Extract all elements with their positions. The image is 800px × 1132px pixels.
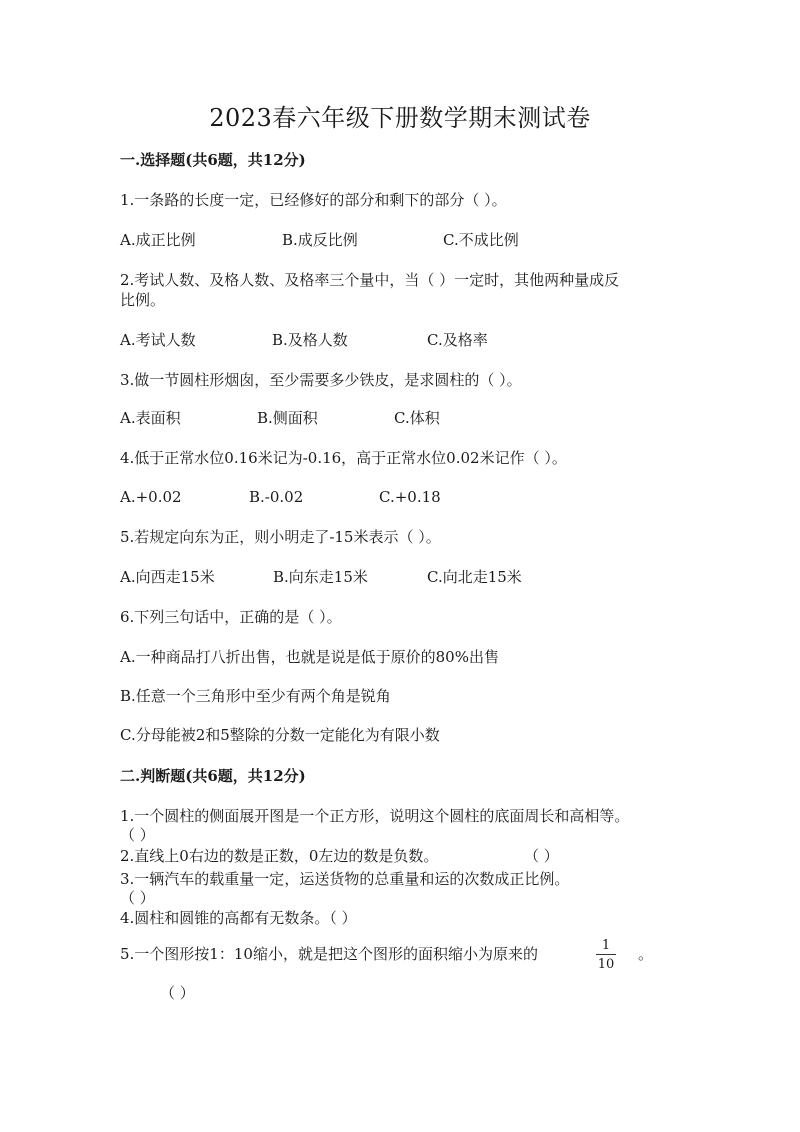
answer-blank: （ ） [160, 984, 195, 1002]
option-a: A.考试人数 [120, 331, 196, 349]
option-b: B.向东走15米 [273, 568, 368, 586]
option-a: A.表面积 [120, 409, 181, 427]
option-b: B.侧面积 [257, 409, 318, 427]
option-c: C.及格率 [427, 331, 488, 349]
question-stem: 5.若规定向东为正，则小明走了-15米表示（ ）。 [120, 528, 441, 546]
question-stem: 6.下列三句话中，正确的是（ ）。 [120, 608, 342, 626]
question-stem: 4.低于正常水位0.16米记为-0.16，高于正常水位0.02米记作（ ）。 [120, 449, 567, 467]
question-stem: 2.考试人数、及格人数、及格率三个量中，当（ ）一定时，其他两种量成反 [120, 271, 620, 289]
judgment-item: 1.一个圆柱的侧面展开图是一个正方形，说明这个圆柱的底面周长和高相等。 [120, 807, 630, 825]
option-b: B.-0.02 [249, 488, 304, 506]
option-a: A.+0.02 [120, 488, 182, 506]
option-a: A.成正比例 [120, 231, 196, 249]
section-heading-judgment: 二.判断题(共6题，共12分) [120, 767, 306, 785]
fraction-numerator: 1 [601, 938, 611, 953]
question-stem: 3.做一节圆柱形烟囱，至少需要多少铁皮，是求圆柱的（ ）。 [120, 371, 522, 389]
judgment-item: 3.一辆汽车的载重量一定，运送货物的总重量和运的次数成正比例。 [120, 870, 570, 888]
judgment-item: 2.直线上0右边的数是正数，0左边的数是负数。 [120, 847, 439, 865]
fraction-one-tenth [594, 938, 618, 972]
option-b: B.成反比例 [282, 231, 358, 249]
judgment-item: 5.一个图形按1：10缩小，就是把这个图形的面积缩小为原来的 [120, 945, 538, 963]
option-b: B.及格人数 [272, 331, 348, 349]
sentence-end-punctuation: 。 [638, 945, 654, 963]
section-heading-choice: 一.选择题(共6题，共12分) [120, 151, 306, 169]
answer-blank: （ ） [120, 826, 155, 844]
question-stem-continued: 比例。 [120, 291, 166, 309]
judgment-item: 4.圆柱和圆锥的高都有无数条。（ ） [120, 909, 357, 927]
option-a: A.向西走15米 [120, 568, 215, 586]
fraction-bar [596, 954, 616, 955]
option-c: C.+0.18 [379, 488, 441, 506]
option-c: C.体积 [394, 409, 440, 427]
fraction-denominator: 10 [597, 957, 615, 972]
option-c: C.不成比例 [443, 231, 519, 249]
page-title: 2023春六年级下册数学期末测试卷 [209, 104, 591, 132]
question-stem: 1.一条路的长度一定，已经修好的部分和剩下的部分（ ）。 [120, 191, 507, 209]
answer-blank: （ ） [120, 889, 155, 907]
option-c: C.分母能被2和5整除的分数一定能化为有限小数 [120, 726, 440, 744]
option-b: B.任意一个三角形中至少有两个角是锐角 [120, 687, 391, 705]
answer-blank: （ ） [524, 847, 559, 865]
option-c: C.向北走15米 [427, 568, 522, 586]
option-a: A.一种商品打八折出售，也就是说是低于原价的80%出售 [120, 648, 499, 666]
